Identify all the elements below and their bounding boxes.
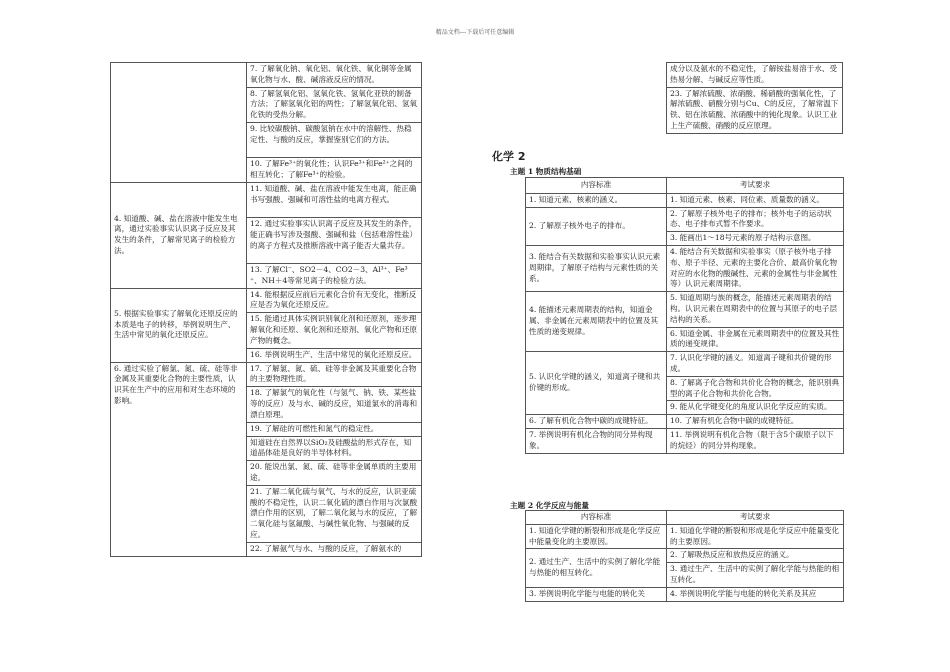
table-row [111, 182, 422, 217]
requirement-cell: 10. 了解Fe³⁺的氧化性；认识Fe³⁺和Fe²⁺之间的相互转化；了解Fe³⁺的检验。 [247, 157, 422, 182]
requirement-cell: 15. 能通过具体实例识别氧化剂和还原剂，逐步理解氧化和还原、氧化剂和还原剂、氧化产物和还原产物的概念。 [247, 313, 422, 348]
requirement-cell: 2. 了解原子核外电子的排布；核外电子的运动状态、电子排布式暂不作要求。 [667, 207, 844, 232]
requirement-cell: 5. 知道周期与族的概念，能描述元素周期表的结构。认识元素在周期表中的位置与其原子的电子层结构的关系。 [667, 292, 844, 327]
requirement-cell: 4. 举例说明化学能与电能的转化关系及其应 [667, 587, 844, 601]
chapter-title: 化学 2 [492, 150, 526, 163]
table-row [526, 292, 844, 327]
requirement-cell: 8. 了解氢氧化铝、氢氧化铁、氢氧化亚铁的制备方法；了解氢氧化铝的两性；了解氢氧化铝、氢氧化铁的受热分解。 [247, 87, 422, 122]
topic-2-title: 主题 2 化学反应与能量 [510, 501, 589, 510]
requirement-cell: 8. 了解离子化合物和共价化合物的概念，能识别典型的离子化合物和共价化合物。 [667, 376, 844, 401]
left-standards-table [110, 62, 422, 557]
requirement-cell: 成分以及氨水的不稳定性，了解铵盐易溶于水、受热易分解、与碱反应等性质。 [667, 63, 843, 88]
content-standard-cell: 6. 了解有机化合物中碳的成键特征。 [526, 415, 667, 429]
content-standard-cell: 5. 认识化学键的涵义，知道离子键和共价键的形成。 [526, 352, 667, 415]
table-row [111, 288, 422, 313]
requirement-cell: 20. 能说出氯、氮、硫、硅等非金属单质的主要用途。 [247, 461, 422, 486]
topic-1-table [525, 177, 844, 454]
requirement-cell: 3. 通过生产、生活中的实例了解化学能与热能的相互转化。 [667, 563, 844, 588]
content-standard-cell: 1. 知道元素、核素的涵义。 [526, 193, 667, 207]
table-row [111, 362, 422, 387]
column-header: 考试要求 [667, 178, 844, 194]
table-header-row [526, 511, 844, 525]
table-row [667, 87, 843, 133]
requirement-cell: 9. 能从化学键变化的角度认识化学反应的实质。 [667, 401, 844, 415]
requirement-cell: 16. 举例说明生产、生活中常见的氧化还原反应。 [247, 348, 422, 362]
table-row [667, 63, 843, 88]
table-row [526, 415, 844, 429]
requirement-cell: 7. 了解氧化钠、氧化铝、氧化铁、氧化铜等金属氧化物与水、酸、碱溶液反应的情况。 [247, 63, 422, 88]
requirement-cell: 23. 了解浓硫酸、浓硝酸、稀硝酸的强氧化性，了解浓硫酸、硝酸分别与Cu、C的反应，了解常温下铁、铝在浓硫酸、浓硝酸中的钝化现象。认识工业上生产硫酸、硝酸的反应原理。 [667, 87, 843, 133]
requirement-cell: 14. 能根据反应前后元素化合价有无变化，推断反应是否为氧化还原反应。 [247, 288, 422, 313]
content-standard-cell: 4. 知道酸、碱、盐在溶液中能发生电离，通过实验事实认识离子反应及其发生的条件，了解常见离子的检验方法。 [111, 182, 247, 288]
requirement-cell: 12. 通过实验事实认识离子反应及其发生的条件，能正确书写涉及强酸、强碱和盐（包括难溶性盐）的离子方程式及推断溶液中离子能否大量共存。 [247, 217, 422, 263]
column-header: 内容标准 [526, 511, 667, 525]
content-standard-cell: 2. 了解原子核外电子的排布。 [526, 207, 667, 245]
content-standard-cell: 7. 举例说明有机化合物的同分异构现象。 [526, 428, 667, 453]
table-row [526, 428, 844, 453]
table-row [111, 63, 422, 88]
table-row [526, 524, 844, 549]
content-standard-cell: 3. 举例说明化学能与电能的转化关 [526, 587, 667, 601]
requirement-cell: 19. 了解硅的可燃性和氮气的稳定性。 [247, 422, 422, 436]
requirement-cell: 1. 知道化学键的断裂和形成是化学反应中能量变化的主要原因。 [667, 524, 844, 549]
requirement-cell: 13. 了解Cl⁻、SO2－4、CO2－3、Al³⁺、Fe³⁺、NH＋4等常见离子的检验方法。 [247, 263, 422, 288]
requirement-cell: 6. 知道金属、非金属在元素周期表中的位置及其性质的递变规律。 [667, 327, 844, 352]
content-standard-cell [111, 63, 247, 183]
topic-1-title: 主题 1 物质结构基础 [510, 167, 582, 176]
requirement-cell: 22. 了解氨气与水、与酸的反应，了解氨水的 [247, 542, 422, 556]
requirement-cell: 9. 比较碳酸钠、碳酸氢钠在水中的溶解性、热稳定性、与酸的反应，掌握鉴别它们的方法。 [247, 122, 422, 157]
requirement-cell: 4. 能结合有关数据和实验事实（原子核外电子排布、原子半径、元素的主要化合价、最高价氧化物对应的水化物的酸碱性、元素的金属性与非金属性等）认识元素周期律。 [667, 245, 844, 291]
content-standard-cell: 3. 能结合有关数据和实验事实认识元素周期律，了解原子结构与元素性质的关系。 [526, 245, 667, 291]
header-watermark: 精品文档---下载后可任意编辑 [435, 29, 515, 36]
topic-2-table [525, 510, 844, 602]
content-standard-cell: 4. 能描述元素周期表的结构，知道金属、非金属在元素周期表中的位置及其性质的递变规律。 [526, 292, 667, 352]
requirement-cell: 17. 了解氯、氮、硫、硅等非金属及其重要化合物的主要物理性质。 [247, 362, 422, 387]
content-standard-cell: 6. 通过实验了解氯、氮、硫、硅等非金属及其重要化合物的主要性质，认识其在生产中的应用和对生态环境的影响。 [111, 362, 247, 556]
column-header: 考试要求 [667, 511, 844, 525]
content-standard-cell: 5. 根据实验事实了解氧化还原反应的本质是电子的转移，举例说明生产、生活中常见的氧化还原反应。 [111, 288, 247, 362]
table-row [526, 549, 844, 563]
table-row [526, 207, 844, 232]
requirement-cell: 2. 了解吸热反应和放热反应的涵义。 [667, 549, 844, 563]
requirement-cell: 11. 举例说明有机化合物（限于含5个碳原子以下的烷烃）的同分异构现象。 [667, 428, 844, 453]
table-row [526, 193, 844, 207]
table-row [526, 352, 844, 377]
table-row [526, 587, 844, 601]
table-row [526, 245, 844, 291]
requirement-cell: 7. 认识化学键的涵义。知道离子键和共价键的形成。 [667, 352, 844, 377]
content-standard-cell: 1. 知道化学键的断裂和形成是化学反应中能量变化的主要原因。 [526, 524, 667, 549]
continuation-table [666, 62, 843, 134]
column-header: 内容标准 [526, 178, 667, 194]
requirement-cell: 11. 知道酸、碱、盐在溶液中能发生电离，能正确书写强酸、强碱和可溶性盐的电离方程式。 [247, 182, 422, 217]
table-header-row [526, 178, 844, 194]
requirement-cell: 10. 了解有机化合物中碳的成键特征。 [667, 415, 844, 429]
requirement-cell: 3. 能画出1～18号元素的原子结构示意图。 [667, 232, 844, 246]
requirement-cell: 21. 了解二氧化硫与氧气、与水的反应，认识亚硫酸的不稳定性，认识二氧化硫的漂白作用与次氯酸漂白作用的区别，了解二氧化氮与水的反应，了解二氧化硅与氢氟酸、与碱性氧化物、与强碱的反应。 [247, 485, 422, 542]
requirement-cell: 知道硅在自然界以SiO₂及硅酸盐的形式存在，知道晶体硅是良好的半导体材料。 [247, 436, 422, 461]
requirement-cell: 1. 知道元素、核素、同位素、质量数的涵义。 [667, 193, 844, 207]
content-standard-cell: 2. 通过生产、生活中的实例了解化学能与热能的相互转化。 [526, 549, 667, 587]
requirement-cell: 18. 了解氯气的氧化性（与氢气、钠、铁、某些盐等的反应）及与水、碱的反应，知道氯水的消毒和漂白原理。 [247, 387, 422, 422]
